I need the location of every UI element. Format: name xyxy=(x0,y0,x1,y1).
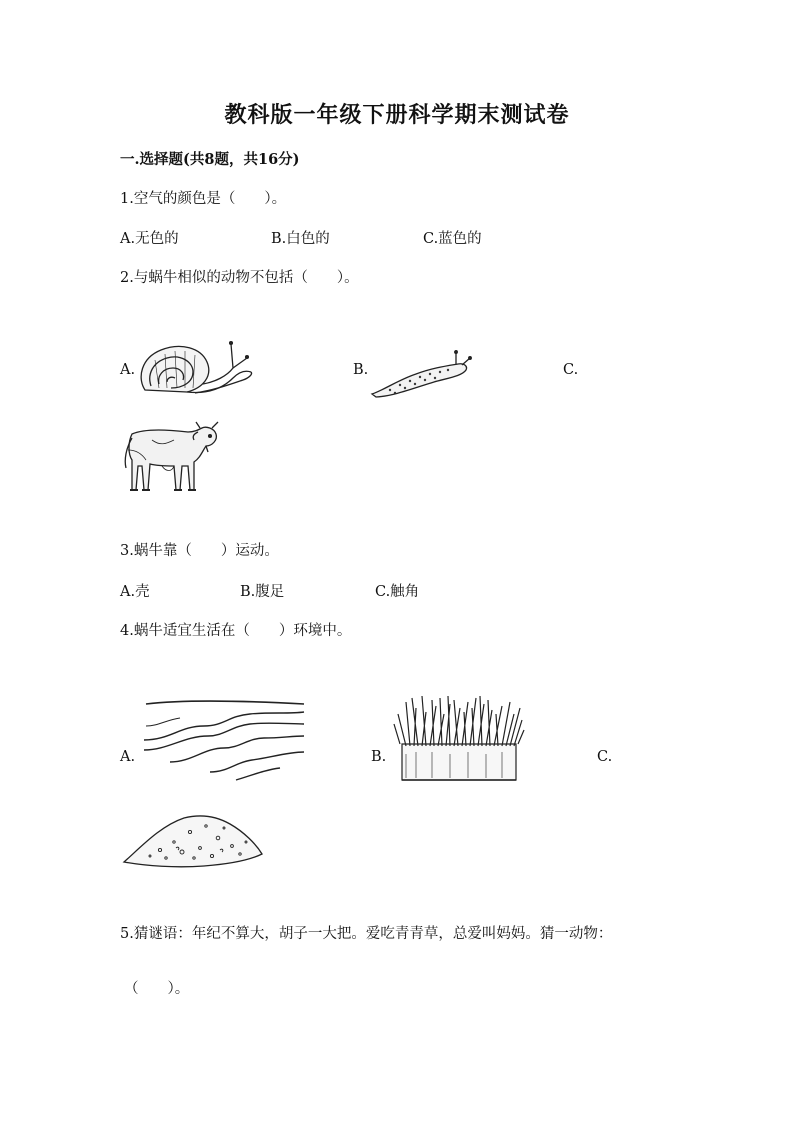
question-5-answer-blank[interactable]: （ ）。 xyxy=(124,981,190,997)
water-icon xyxy=(140,696,308,782)
question-1-stem: 1.空气的颜色是（ ）。 xyxy=(120,191,287,207)
question-3-option-a[interactable]: A.壳 xyxy=(120,584,150,600)
question-2-option-a[interactable]: A. xyxy=(120,362,136,378)
question-5-stem: 5.猜谜语：年纪不算大，胡子一大把。爱吃青青草，总爱叫妈妈。猜一动物： xyxy=(120,926,613,942)
page-title: 教科版一年级下册科学期末测试卷 xyxy=(224,102,570,128)
question-1-option-c[interactable]: C.蓝色的 xyxy=(423,231,482,247)
question-3-option-c[interactable]: C.触角 xyxy=(375,584,420,600)
question-4-option-a[interactable]: A. xyxy=(120,749,136,765)
question-4-stem: 4.蜗牛适宜生活在（ ）环境中。 xyxy=(120,623,352,639)
question-2-option-b[interactable]: B. xyxy=(353,362,369,378)
question-2-option-c[interactable]: C. xyxy=(563,362,579,378)
question-1-option-a[interactable]: A.无色的 xyxy=(120,231,179,247)
question-2-stem: 2.与蜗牛相似的动物不包括（ ）。 xyxy=(120,270,359,286)
snail-icon xyxy=(135,338,257,396)
section-heading: 一.选择题(共8题，共16分) xyxy=(120,151,300,168)
question-4-option-c[interactable]: C. xyxy=(597,749,613,765)
grass-icon xyxy=(392,694,526,784)
question-3-option-b[interactable]: B.腹足 xyxy=(240,584,285,600)
question-3-stem: 3.蜗牛靠（ ）运动。 xyxy=(120,543,279,559)
question-4-option-b[interactable]: B. xyxy=(371,749,387,765)
sand-pile-icon xyxy=(120,812,266,870)
cow-icon xyxy=(122,420,226,498)
question-1-option-b[interactable]: B.白色的 xyxy=(271,231,330,247)
slug-icon xyxy=(370,350,472,400)
